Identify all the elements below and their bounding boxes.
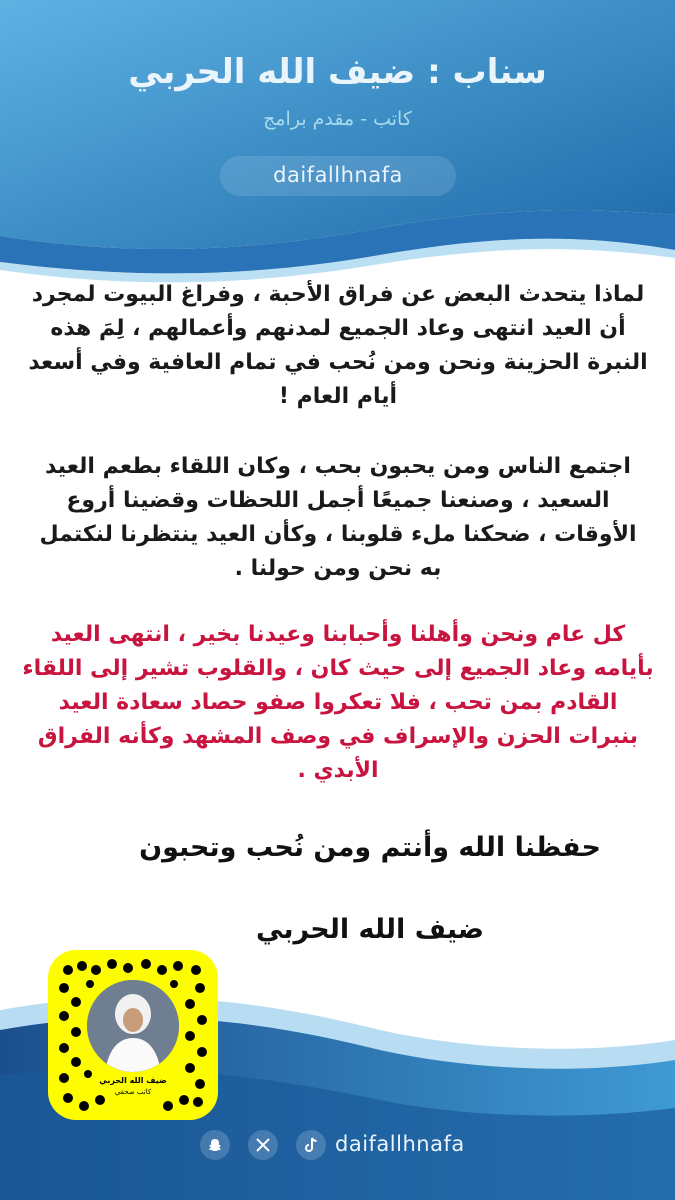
avatar [87,980,179,1072]
paragraph-1: لماذا يتحدث البعض عن فراق الأحبة ، وفراغ البيوت لمجرد أن العيد انتهى وعاد الجميع لمدنهم وأعمالهم ، لِمَ هذه النبرة الحزينة ونحن ومن نُحب في تمام العافية وفي أسعد أيام العام ! [28,282,648,409]
closing-line: حفظنا الله وأنتم ومن نُحب وتحبون [139,832,601,863]
paragraph-3: كل عام ونحن وأهلنا وأحبابنا وعيدنا بخير ، انتهى العيد بأيامه وعاد الجميع إلى حيث كان ، والقلوب تشير إلى اللقاء القادم بمن تحب ، فلا تعكروا صفو حصاد سعادة العيد بنبرات الحزن والإسراف في وصف المشهد وكأنه الفراق الأبدي . [22,622,654,783]
snapchat-icon[interactable] [200,1130,230,1160]
snapcode-role: كاتب صحفي [114,1088,152,1096]
snapcode[interactable] [48,950,218,1120]
header-subtitle: كاتب - مقدم برامج [263,108,412,130]
header-handle[interactable]: daifallhnafa [273,163,403,187]
signature: ضيف الله الحربي [256,914,484,945]
tiktok-icon[interactable] [296,1130,326,1160]
snapcode-name: ضيف الله الحربي [99,1076,167,1085]
header-title: سناب : ضيف الله الحربي [128,52,547,92]
x-icon[interactable] [248,1130,278,1160]
social-bar [190,1130,490,1164]
footer-handle[interactable]: daifallhnafa [335,1132,465,1156]
paragraph-2: اجتمع الناس ومن يحبون بحب ، وكان اللقاء بطعم العيد السعيد ، وصنعنا جميعًا أجمل اللحظات وقضينا أروع الأوقات ، ضحكنا ملء قلوبنا ، وكأن العيد ينتظرنا لنكتمل به نحن ومن حولنا . [39,454,637,581]
